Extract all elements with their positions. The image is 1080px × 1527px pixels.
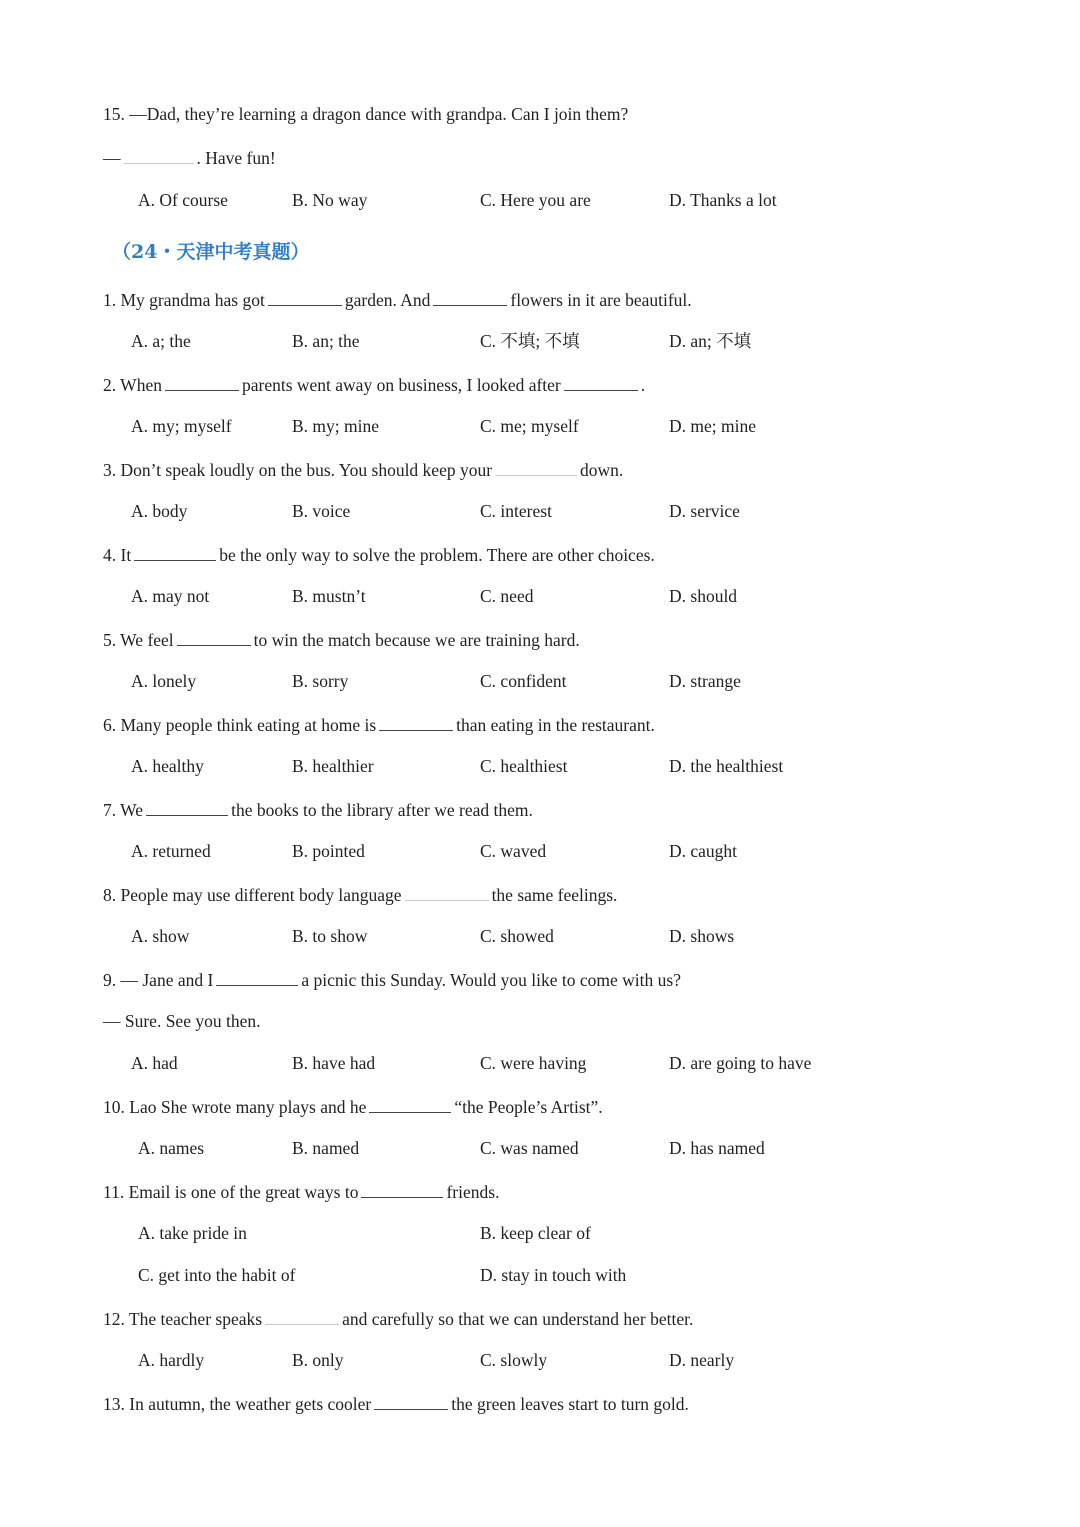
answer-blank [495, 458, 577, 476]
question-text: 8. People may use different body language [103, 885, 402, 905]
answer-blank [564, 373, 638, 391]
option-a: A. my; myself [131, 416, 232, 436]
section-title: （24・天津中考真题） [112, 241, 310, 263]
option-a: A. hardly [138, 1350, 205, 1370]
option-c: C. Here you are [480, 190, 591, 210]
question-text: 2. When [103, 375, 162, 395]
answer-blank [265, 1307, 339, 1325]
question-text: 10. Lao She wrote many plays and he [103, 1097, 367, 1117]
option-c: C. were having [480, 1053, 587, 1073]
option-c: C. interest [480, 501, 552, 521]
option-b: B. named [292, 1138, 360, 1158]
option-c: C. waved [480, 841, 547, 861]
option-c: C. get into the habit of [138, 1265, 296, 1285]
question-text: 4. It [103, 545, 132, 565]
option-d: D. Thanks a lot [669, 190, 777, 210]
reply-text: . Have fun! [196, 148, 276, 168]
question-text: 9. — Jane and I [103, 970, 214, 990]
question-12-stem [103, 1307, 693, 1330]
option-c: C. healthiest [480, 756, 568, 776]
answer-blank [146, 798, 228, 816]
question-6-stem [103, 713, 655, 736]
question-13-stem [103, 1392, 689, 1415]
question-text: 1. My grandma has got [103, 290, 265, 310]
option-a: A. may not [131, 586, 210, 606]
option-c: C. was named [480, 1138, 579, 1158]
option-c: C. confident [480, 671, 567, 691]
option-b: B. to show [292, 926, 368, 946]
question-text: 6. Many people think eating at home is [103, 715, 377, 735]
answer-blank [405, 883, 489, 901]
option-d: D. me; mine [669, 416, 756, 436]
question-text: the books to the library after we read them. [231, 800, 533, 820]
answer-blank [134, 543, 216, 561]
option-d: D. should [669, 586, 738, 606]
option-b: B. my; mine [292, 416, 380, 436]
option-b: B. voice [292, 501, 351, 521]
option-b: B. only [292, 1350, 344, 1370]
answer-blank [177, 628, 251, 646]
option-b: B. keep clear of [480, 1223, 591, 1243]
answer-blank [361, 1180, 443, 1198]
question-9-reply: — Sure. See you then. [103, 1011, 261, 1031]
option-a: A. lonely [131, 671, 197, 691]
question-text: 5. We feel [103, 630, 174, 650]
question-text: and carefully so that we can understand her better. [342, 1309, 694, 1329]
option-b: B. have had [292, 1053, 376, 1073]
question-2-stem [103, 373, 645, 396]
option-a: A. names [138, 1138, 205, 1158]
question-10-stem [103, 1095, 603, 1118]
question-text: garden. And [344, 290, 431, 310]
answer-blank [165, 373, 239, 391]
question-15-stem [103, 103, 628, 125]
question-text: than eating in the restaurant. [456, 715, 655, 735]
dash: — [103, 148, 121, 168]
answer-blank [124, 146, 194, 164]
option-d: D. service [669, 501, 740, 521]
answer-blank [379, 713, 453, 731]
option-d: D. stay in touch with [480, 1265, 627, 1285]
option-a: A. returned [131, 841, 211, 861]
option-b: B. pointed [292, 841, 365, 861]
question-text: “the People’s Artist”. [454, 1097, 603, 1117]
option-d: D. are going to have [669, 1053, 812, 1073]
option-a: A. Of course [138, 190, 228, 210]
option-d: D. shows [669, 926, 735, 946]
option-c: C. need [480, 586, 534, 606]
question-text: . [640, 375, 646, 395]
question-text: 7. We [103, 800, 144, 820]
question-5-stem [103, 628, 580, 651]
question-text: parents went away on business, I looked after [241, 375, 561, 395]
question-8-stem [103, 883, 617, 906]
question-text: the green leaves start to turn gold. [451, 1394, 689, 1414]
answer-blank [433, 288, 507, 306]
option-d: D. has named [669, 1138, 765, 1158]
option-a: A. take pride in [138, 1223, 247, 1243]
option-a: A. had [131, 1053, 178, 1073]
question-3-stem [103, 458, 623, 481]
question-text: 13. In autumn, the weather gets cooler [103, 1394, 372, 1414]
option-b: B. sorry [292, 671, 349, 691]
option-c: C. showed [480, 926, 554, 946]
option-b: B. an; the [292, 331, 360, 351]
question-15-reply [103, 146, 276, 169]
option-c: C. 不填; 不填 [480, 331, 580, 351]
question-text: to win the match because we are training hard. [253, 630, 580, 650]
question-text: 11. Email is one of the great ways to [103, 1182, 359, 1202]
option-a: A. a; the [131, 331, 191, 351]
option-a: A. body [131, 501, 188, 521]
option-d: D. strange [669, 671, 741, 691]
answer-blank [216, 968, 298, 986]
answer-blank [369, 1095, 451, 1113]
question-4-stem [103, 543, 655, 566]
question-7-stem [103, 798, 533, 821]
option-c: C. me; myself [480, 416, 579, 436]
option-a: A. healthy [131, 756, 204, 776]
option-b: B. No way [292, 190, 368, 210]
question-text: friends. [446, 1182, 500, 1202]
answer-blank [268, 288, 342, 306]
option-d: D. caught [669, 841, 738, 861]
question-text: down. [580, 460, 624, 480]
question-text: a picnic this Sunday. Would you like to come with us? [301, 970, 681, 990]
question-text: the same feelings. [491, 885, 618, 905]
question-text: 3. Don’t speak loudly on the bus. You should keep your [103, 460, 493, 480]
question-text: 12. The teacher speaks [103, 1309, 263, 1329]
question-1-stem [103, 288, 692, 311]
option-d: D. nearly [669, 1350, 735, 1370]
option-d: D. the healthiest [669, 756, 784, 776]
option-b: B. mustn’t [292, 586, 366, 606]
option-b: B. healthier [292, 756, 374, 776]
question-11-stem [103, 1180, 499, 1203]
option-c: C. slowly [480, 1350, 548, 1370]
question-9-stem [103, 968, 681, 991]
option-a: A. show [131, 926, 190, 946]
question-text: 15. —Dad, they’re learning a dragon dance with grandpa. Can I join them? [103, 104, 629, 124]
question-text: flowers in it are beautiful. [510, 290, 692, 310]
option-d: D. an; 不填 [669, 331, 752, 351]
answer-blank [374, 1392, 448, 1410]
question-text: be the only way to solve the problem. There are other choices. [219, 545, 655, 565]
